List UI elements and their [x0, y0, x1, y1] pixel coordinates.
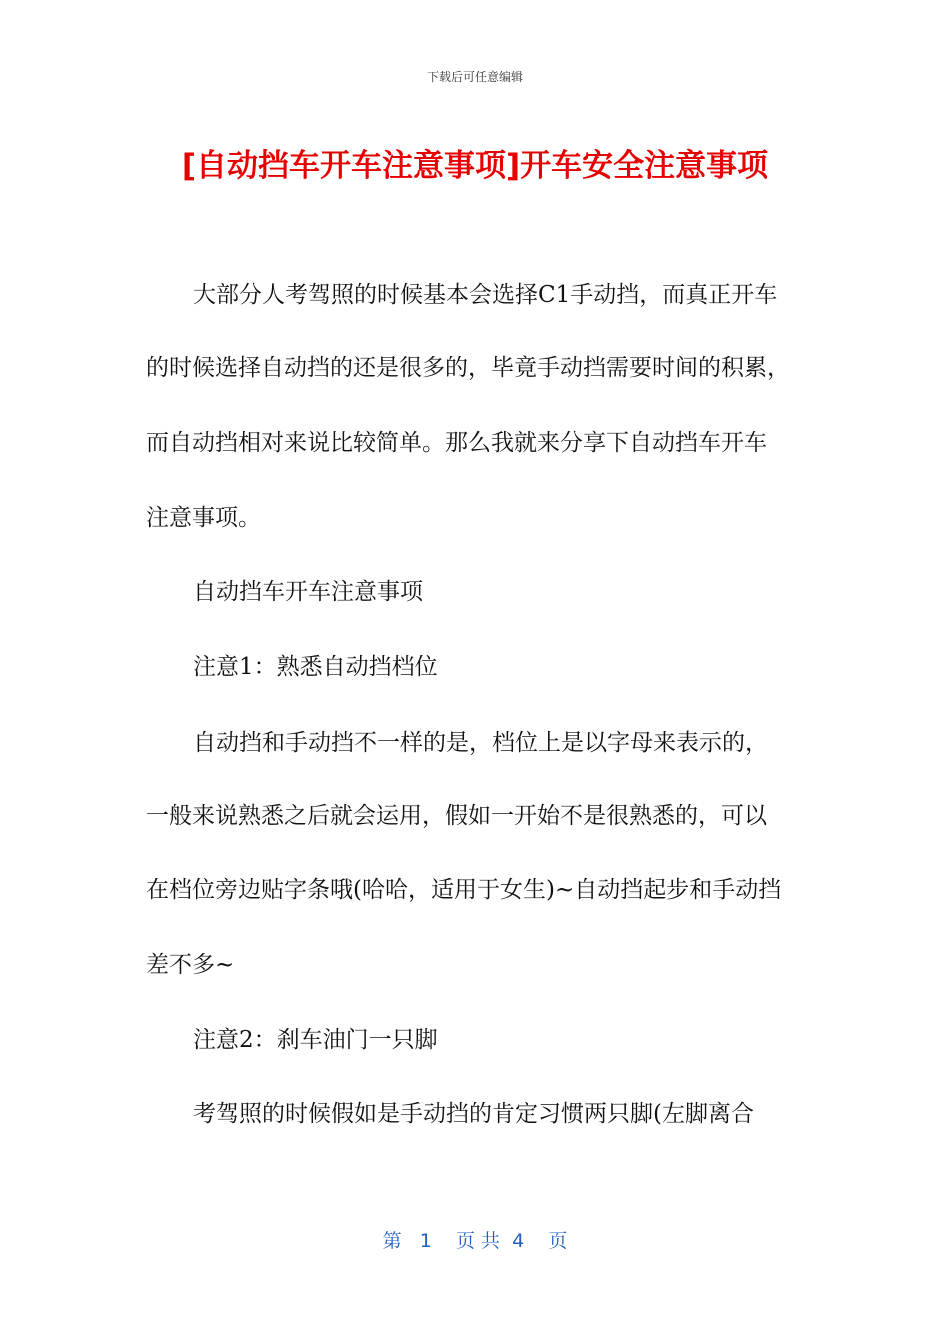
note-heading: 注意1：熟悉自动挡档位 — [193, 654, 438, 680]
header-note: 下载后可任意编辑 — [426, 70, 523, 84]
document-title: [自动挡车开车注意事项]开车安全注意事项 — [181, 148, 769, 184]
paragraph-line: 考驾照的时候假如是手动挡的肯定习惯两只脚(左脚离合 — [193, 1101, 754, 1127]
paragraph-line: 注意事项。 — [146, 505, 261, 531]
paragraph-line: 差不多~ — [146, 952, 235, 978]
paragraph-line: 的时候选择自动挡的还是很多的，毕竟手动挡需要时间的积累， — [146, 355, 790, 381]
paragraph-line: 大部分人考驾照的时候基本会选择C1手动挡，而真正开车 — [193, 282, 778, 308]
page-footer: 第 1 页 共 4 页 — [382, 1230, 568, 1252]
note-heading: 注意2：刹车油门一只脚 — [193, 1027, 438, 1053]
section-heading: 自动挡车开车注意事项 — [193, 579, 423, 605]
paragraph-line: 在档位旁边贴字条哦(哈哈，适用于女生)~自动挡起步和手动挡 — [146, 877, 782, 903]
paragraph-line: 一般来说熟悉之后就会运用，假如一开始不是很熟悉的，可以 — [146, 803, 767, 829]
paragraph-line: 而自动挡相对来说比较简单。那么我就来分享下自动挡车开车 — [146, 430, 767, 456]
paragraph-line: 自动挡和手动挡不一样的是，档位上是以字母来表示的， — [193, 730, 768, 756]
